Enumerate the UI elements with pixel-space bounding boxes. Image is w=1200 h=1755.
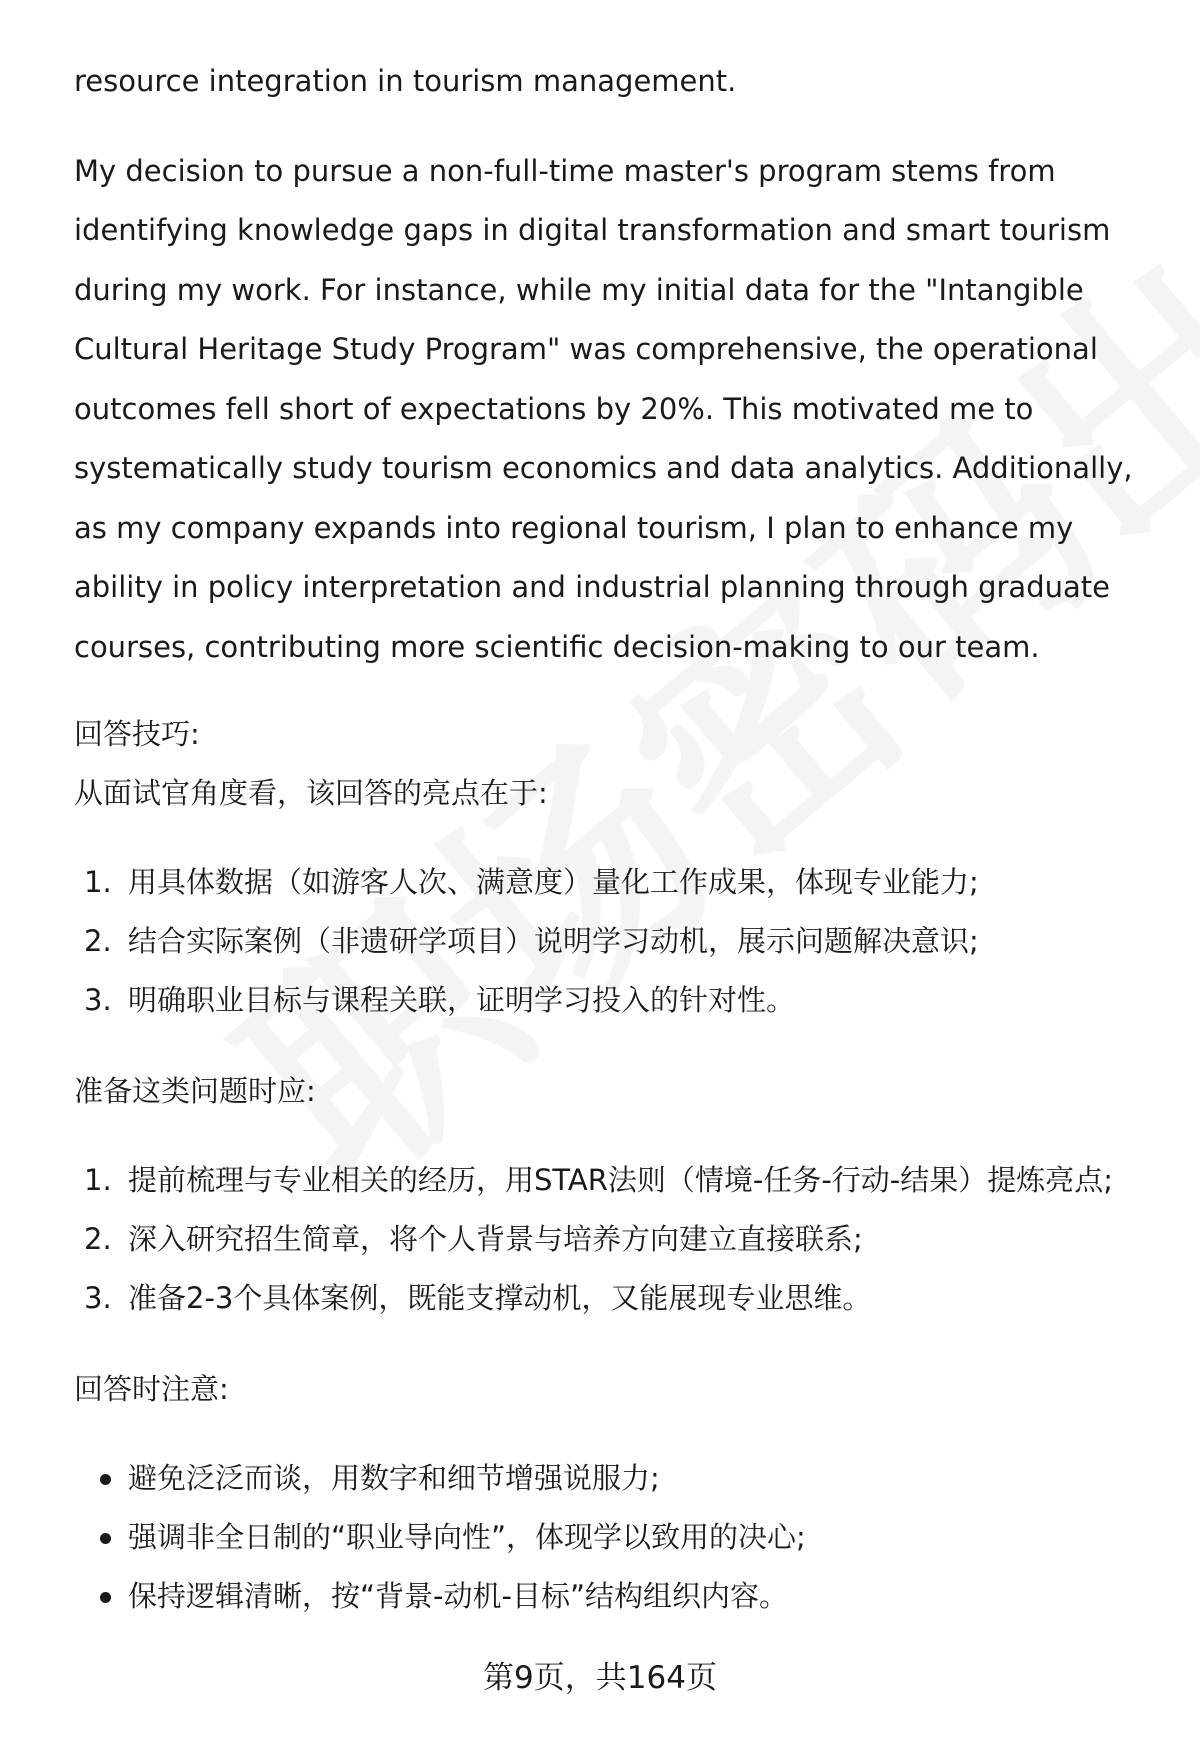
list-item bbox=[74, 971, 1146, 1030]
list-item-text: 明确职业目标与课程关联，证明学习投入的针对性。 bbox=[128, 983, 796, 1017]
list-item bbox=[74, 912, 1146, 971]
document-body bbox=[74, 52, 1146, 1626]
tips-heading: 回答技巧: bbox=[74, 717, 200, 751]
tips-intro: 从面试官角度看，该回答的亮点在于: bbox=[74, 776, 548, 810]
prep-heading: 准备这类问题时应: bbox=[74, 1074, 316, 1108]
notes-heading: 回答时注意: bbox=[74, 1372, 229, 1406]
list-number: 1. bbox=[84, 865, 112, 899]
list-number: 3. bbox=[84, 983, 112, 1017]
paragraph-continuation: resource integration in tourism management. bbox=[74, 64, 737, 98]
prep-list bbox=[74, 1151, 1146, 1328]
list-item-text: 深入研究招生简章，将个人背景与培养方向建立直接联系; bbox=[128, 1222, 863, 1256]
list-item-text: 避免泛泛而谈，用数字和细节增强说服力; bbox=[128, 1461, 660, 1495]
list-item-text: 准备2-3个具体案例，既能支撑动机，又能展现专业思维。 bbox=[128, 1281, 872, 1315]
list-number: 3. bbox=[84, 1281, 112, 1315]
list-item-text: 提前梳理与专业相关的经历，用STAR法则（情境-任务-行动-结果）提炼亮点; bbox=[128, 1163, 1114, 1197]
tips-list bbox=[74, 853, 1146, 1030]
list-number: 1. bbox=[84, 1163, 112, 1197]
list-number: 2. bbox=[84, 1222, 112, 1256]
list-item bbox=[74, 853, 1146, 912]
list-item-text: 结合实际案例（非遗研学项目）说明学习动机，展示问题解决意识; bbox=[128, 924, 979, 958]
list-item bbox=[74, 1269, 1146, 1328]
paragraph-motivation: My decision to pursue a non-full-time master's program stems from identifying knowledge gaps in digital transformation and smart tourism during my work. For instance, while my initial data for the "Intangible Cultural Heritage Study Program" was comprehensive, the operational outcomes fell short of expectations by 20%. This motivated me to systematically study tourism economics and data analytics. Additionally, as my company expands into regional tourism, I plan to enhance my ability in policy interpretation and industrial planning through graduate courses, contributing more scientific decision-making to our team. bbox=[74, 153, 1133, 664]
list-item-text: 用具体数据（如游客人次、满意度）量化工作成果，体现专业能力; bbox=[128, 865, 979, 899]
list-number: 2. bbox=[84, 924, 112, 958]
list-item-text: 强调非全日制的“职业导向性”，体现学以致用的决心; bbox=[128, 1520, 806, 1554]
bullet-item bbox=[74, 1567, 1146, 1626]
list-item bbox=[74, 1151, 1146, 1210]
bullet-item bbox=[74, 1508, 1146, 1567]
list-item bbox=[74, 1210, 1146, 1269]
notes-list bbox=[74, 1449, 1146, 1626]
bullet-item bbox=[74, 1449, 1146, 1508]
list-item-text: 保持逻辑清晰，按“背景-动机-目标”结构组织内容。 bbox=[128, 1579, 788, 1613]
page-number: 第9页，共164页 bbox=[483, 1660, 717, 1696]
